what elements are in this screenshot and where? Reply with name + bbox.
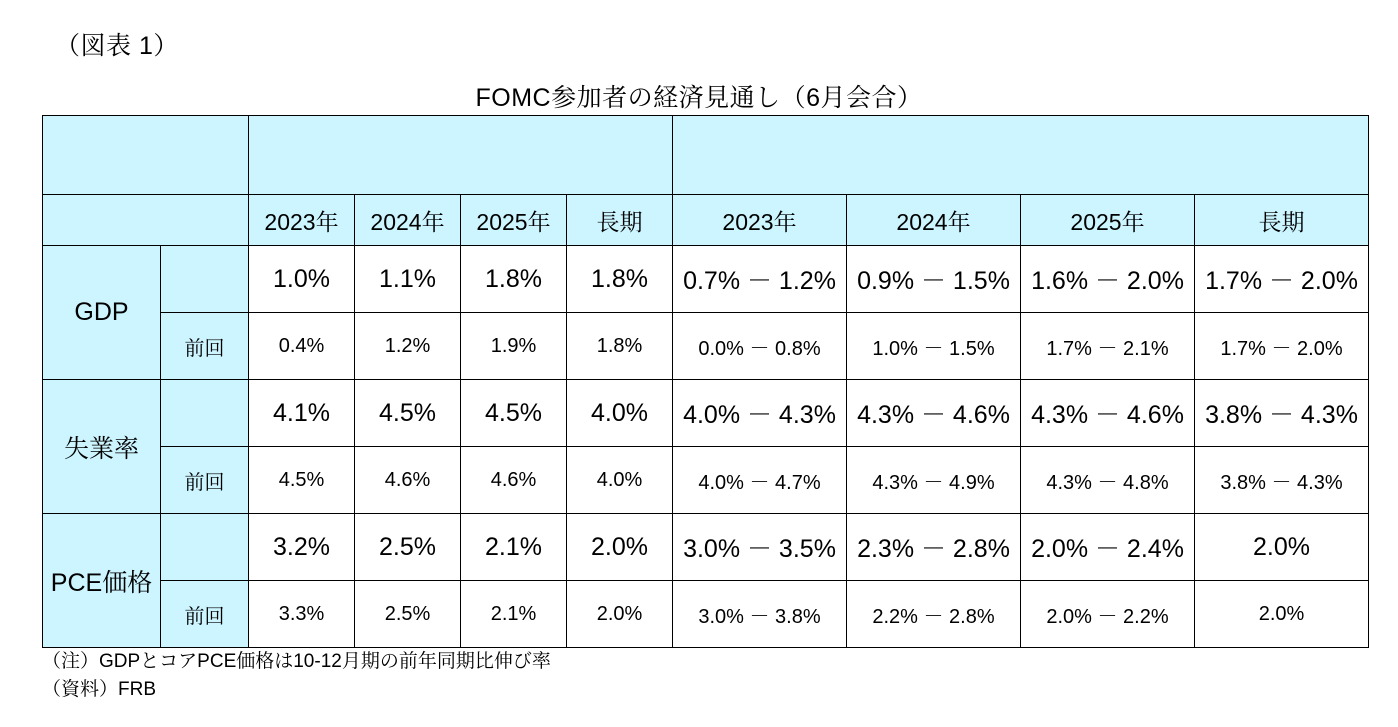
cell-pce-prev-central-2025: 2.1% xyxy=(461,581,567,648)
header-corner-cell xyxy=(43,116,249,195)
note-line-1: （注）GDPとコアPCE価格は10-12月期の前年同期比伸び率 xyxy=(42,651,551,672)
cell-pce-prev-range-longrun: 2.0% xyxy=(1195,581,1369,648)
row-sublabel-gdp-previous: 前回 xyxy=(161,313,249,380)
row-label-pce: PCE価格 xyxy=(43,514,161,648)
cell-pce-range-2023: 3.0% － 3.5% xyxy=(673,514,847,581)
cell-unemployment-prev-central-2025: 4.6% xyxy=(461,447,567,514)
figure-label: （図表 1） xyxy=(55,32,179,60)
header-year-corner xyxy=(43,195,249,246)
row-sublabel-gdp-current xyxy=(161,246,249,313)
cell-unemployment-central-2025: 4.5% xyxy=(461,380,567,447)
header-year-central-2024: 2024年 xyxy=(355,195,461,246)
cell-unemployment-range-2024: 4.3% － 4.6% xyxy=(847,380,1021,447)
cell-unemployment-prev-central-2024: 4.6% xyxy=(355,447,461,514)
header-year-central-2025: 2025年 xyxy=(461,195,567,246)
cell-gdp-prev-central-2025: 1.9% xyxy=(461,313,567,380)
row-sublabel-pce-previous: 前回 xyxy=(161,581,249,648)
cell-unemployment-central-2024: 4.5% xyxy=(355,380,461,447)
cell-pce-range-2025: 2.0% － 2.4% xyxy=(1021,514,1195,581)
cell-unemployment-central-longrun: 4.0% xyxy=(567,380,673,447)
cell-gdp-range-2023: 0.7% － 1.2% xyxy=(673,246,847,313)
cell-gdp-prev-central-2023: 0.4% xyxy=(249,313,355,380)
cell-gdp-prev-range-2023: 0.0% － 0.8% xyxy=(673,313,847,380)
table-title: FOMC参加者の経済見通し（6月会合） xyxy=(475,84,923,112)
cell-unemployment-prev-range-2025: 4.3% － 4.8% xyxy=(1021,447,1195,514)
cell-pce-prev-range-2024: 2.2% － 2.8% xyxy=(847,581,1021,648)
cell-pce-prev-central-2023: 3.3% xyxy=(249,581,355,648)
cell-unemployment-range-2023: 4.0% － 4.3% xyxy=(673,380,847,447)
cell-gdp-central-longrun: 1.8% xyxy=(567,246,673,313)
header-group-row xyxy=(43,116,1369,195)
cell-gdp-range-longrun: 1.7% － 2.0% xyxy=(1195,246,1369,313)
cell-unemployment-prev-range-longrun: 3.8% － 4.3% xyxy=(1195,447,1369,514)
fomc-projections-table xyxy=(42,115,1369,648)
row-label-gdp: GDP xyxy=(43,246,161,380)
table-row xyxy=(43,313,1369,380)
cell-gdp-central-2023: 1.0% xyxy=(249,246,355,313)
cell-gdp-prev-range-2025: 1.7% － 2.1% xyxy=(1021,313,1195,380)
cell-pce-prev-range-2023: 3.0% － 3.8% xyxy=(673,581,847,648)
cell-gdp-central-2025: 1.8% xyxy=(461,246,567,313)
cell-gdp-prev-range-2024: 1.0% － 1.5% xyxy=(847,313,1021,380)
cell-pce-central-longrun: 2.0% xyxy=(567,514,673,581)
cell-gdp-prev-central-2024: 1.2% xyxy=(355,313,461,380)
header-year-range-2023: 2023年 xyxy=(673,195,847,246)
header-year-range-2025: 2025年 xyxy=(1021,195,1195,246)
table-row xyxy=(43,246,1369,313)
cell-pce-range-longrun: 2.0% xyxy=(1195,514,1369,581)
cell-pce-range-2024: 2.3% － 2.8% xyxy=(847,514,1021,581)
cell-pce-central-2024: 2.5% xyxy=(355,514,461,581)
table-row xyxy=(43,581,1369,648)
cell-pce-prev-range-2025: 2.0% － 2.2% xyxy=(1021,581,1195,648)
table-notes xyxy=(42,648,551,703)
cell-gdp-range-2024: 0.9% － 1.5% xyxy=(847,246,1021,313)
header-year-central-2023: 2023年 xyxy=(249,195,355,246)
cell-unemployment-range-longrun: 3.8% － 4.3% xyxy=(1195,380,1369,447)
cell-pce-prev-central-longrun: 2.0% xyxy=(567,581,673,648)
cell-unemployment-central-2023: 4.1% xyxy=(249,380,355,447)
header-year-row xyxy=(43,195,1369,246)
note-line-2: （資料）FRB xyxy=(42,678,157,700)
table-row xyxy=(43,514,1369,581)
header-year-range-2024: 2024年 xyxy=(847,195,1021,246)
cell-gdp-range-2025: 1.6% － 2.0% xyxy=(1021,246,1195,313)
header-group-central xyxy=(249,116,673,195)
cell-gdp-central-2024: 1.1% xyxy=(355,246,461,313)
cell-unemployment-prev-range-2024: 4.3% － 4.9% xyxy=(847,447,1021,514)
cell-unemployment-prev-central-2023: 4.5% xyxy=(249,447,355,514)
row-label-unemployment: 失業率 xyxy=(43,380,161,514)
cell-gdp-prev-range-longrun: 1.7% － 2.0% xyxy=(1195,313,1369,380)
cell-gdp-prev-central-longrun: 1.8% xyxy=(567,313,673,380)
cell-unemployment-prev-range-2023: 4.0% － 4.7% xyxy=(673,447,847,514)
header-year-central-longrun: 長期 xyxy=(567,195,673,246)
cell-pce-central-2025: 2.1% xyxy=(461,514,567,581)
row-sublabel-pce-current xyxy=(161,514,249,581)
cell-pce-central-2023: 3.2% xyxy=(249,514,355,581)
table-row xyxy=(43,380,1369,447)
cell-pce-prev-central-2024: 2.5% xyxy=(355,581,461,648)
cell-unemployment-prev-central-longrun: 4.0% xyxy=(567,447,673,514)
row-sublabel-unemployment-previous: 前回 xyxy=(161,447,249,514)
table-row xyxy=(43,447,1369,514)
header-group-range xyxy=(673,116,1369,195)
cell-unemployment-range-2025: 4.3% － 4.6% xyxy=(1021,380,1195,447)
row-sublabel-unemployment-current xyxy=(161,380,249,447)
header-year-range-longrun: 長期 xyxy=(1195,195,1369,246)
